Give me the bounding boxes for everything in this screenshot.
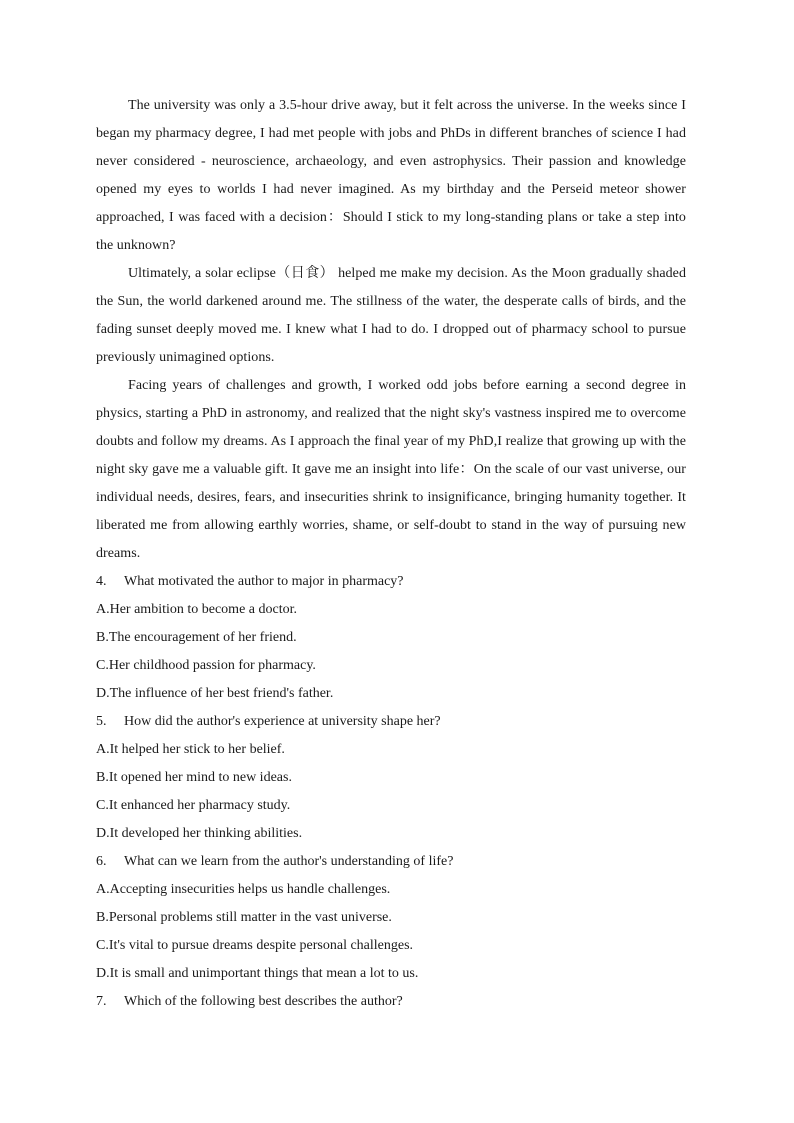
question-text: Which of the following best describes the author? xyxy=(124,994,403,1009)
question-4 xyxy=(96,568,686,708)
question-number: 6. xyxy=(96,854,107,869)
question-text: What can we learn from the author's understanding of life? xyxy=(124,854,454,869)
reading-passage xyxy=(96,92,686,568)
option-a: A.Accepting insecurities helps us handle challenges. xyxy=(96,882,391,897)
option-d: D.It developed her thinking abilities. xyxy=(96,826,303,841)
option-b: B.It opened her mind to new ideas. xyxy=(96,770,292,785)
option-b: B.Personal problems still matter in the vast universe. xyxy=(96,910,392,925)
document-page xyxy=(96,92,686,1016)
question-text: What motivated the author to major in pharmacy? xyxy=(124,574,404,589)
option-c: C.It enhanced her pharmacy study. xyxy=(96,798,291,813)
option-d: D.The influence of her best friend's father. xyxy=(96,686,334,701)
question-number: 4. xyxy=(96,574,107,589)
question-text: How did the author's experience at university shape her? xyxy=(124,714,441,729)
option-b: B.The encouragement of her friend. xyxy=(96,630,297,645)
option-d: D.It is small and unimportant things that mean a lot to us. xyxy=(96,966,419,981)
passage-paragraph-1: The university was only a 3.5-hour drive away, but it felt across the universe. In the weeks since I began my pharmacy degree, I had met people with jobs and PhDs in different branches of science I had never considered - neuroscience, archaeology, and even astrophysics. Their passion and knowledge opened my eyes to worlds I had never imagined. As my birthday and the Perseid meteor shower approached, I was faced with a decision：Should I stick to my long-standing plans or take a step into the unknown? xyxy=(96,98,686,253)
question-number: 5. xyxy=(96,714,107,729)
passage-paragraph-2: Ultimately, a solar eclipse（日食） helped me make my decision. As the Moon gradually shaded the Sun, the world darkened around me. The stillness of the water, the desperate calls of birds, and the fading sunset deeply moved me. I knew what I had to do. I dropped out of pharmacy school to pursue previously unimagined options. xyxy=(96,266,686,365)
question-6 xyxy=(96,848,686,988)
question-7 xyxy=(96,988,686,1016)
option-a: A.It helped her stick to her belief. xyxy=(96,742,285,757)
option-a: A.Her ambition to become a doctor. xyxy=(96,602,297,617)
option-c: C.It's vital to pursue dreams despite personal challenges. xyxy=(96,938,414,953)
question-number: 7. xyxy=(96,994,107,1009)
option-c: C.Her childhood passion for pharmacy. xyxy=(96,658,316,673)
question-5 xyxy=(96,708,686,848)
passage-paragraph-3: Facing years of challenges and growth, I worked odd jobs before earning a second degree in physics, starting a PhD in astronomy, and realized that the night sky's vastness inspired me to overcome doubts and follow my dreams. As I approach the final year of my PhD,I realize that growing up with the night sky gave me a valuable gift. It gave me an insight into life：On the scale of our vast universe, our individual needs, desires, fears, and insecurities shrink to insignificance, bringing humanity together. It liberated me from allowing earthly worries, shame, or self-doubt to stand in the way of pursuing new dreams. xyxy=(96,378,686,561)
